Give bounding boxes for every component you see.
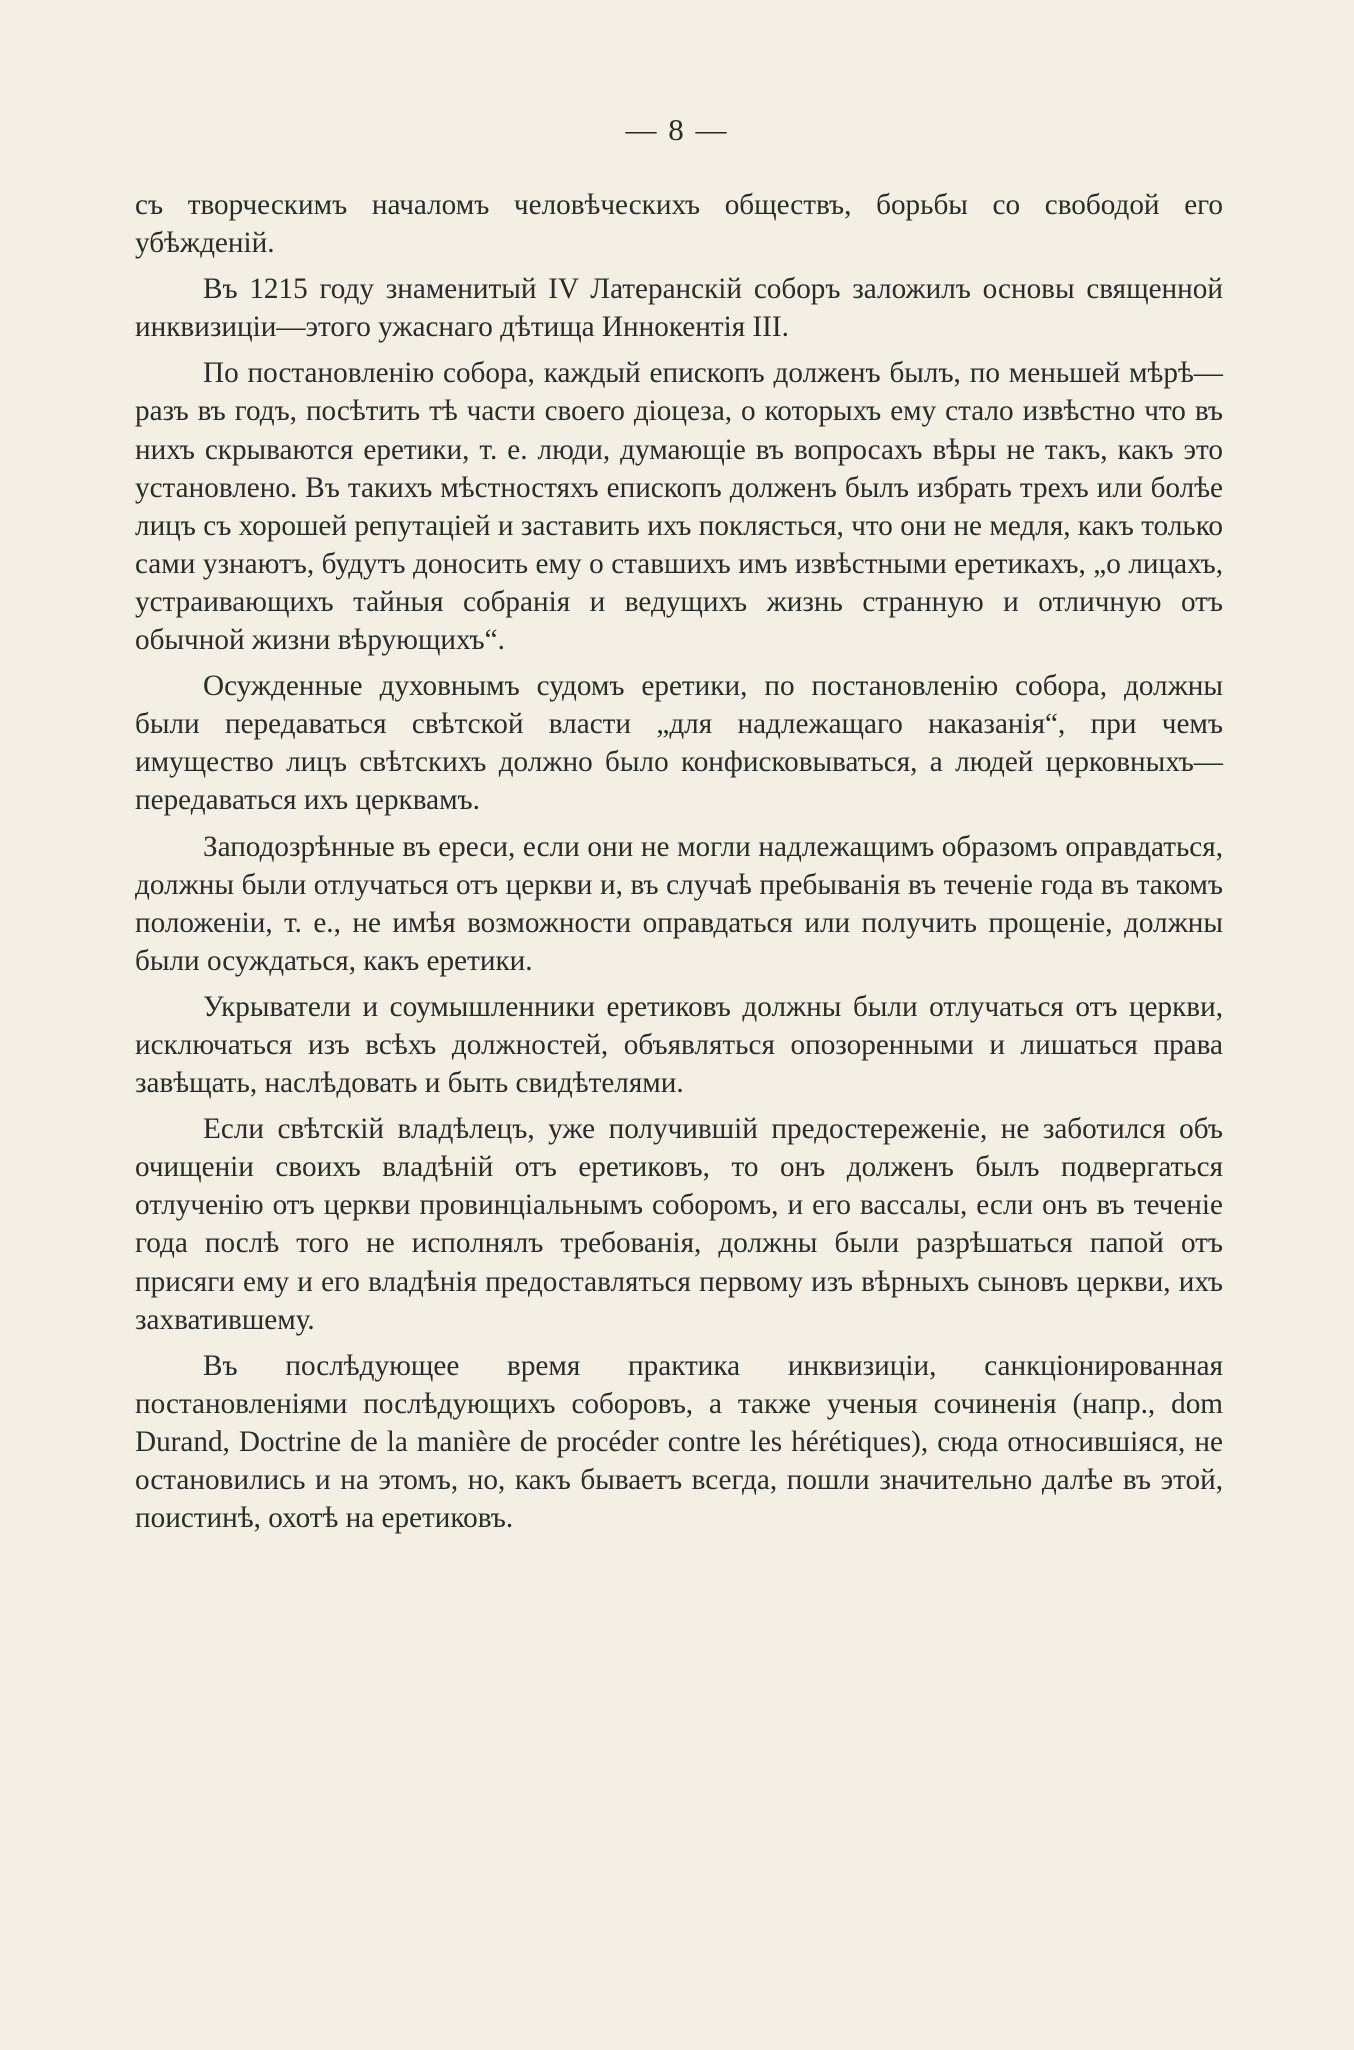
paragraph-3: По постановленію собора, каждый епископъ долженъ былъ, по меньшей мѣрѣ—разъ въ годъ, посѣтить тѣ части своего діоцеза, о которыхъ ему стало извѣстно что въ нихъ скрываются еретики, т. е. люди, думающіе въ вопросахъ вѣры не такъ, какъ это установлено. Въ такихъ мѣстностяхъ епископъ долженъ былъ избрать трехъ или болѣе лицъ съ хорошей репутаціей и заставить ихъ поклясться, что они не медля, какъ только сами узнаютъ, будутъ доносить ему о ставшихъ имъ извѣстными еретикахъ, „о лицахъ, устраивающихъ тайныя собранія и ведущихъ жизнь странную и отличную отъ обычной жизни вѣрующихъ“. [135, 357, 1223, 657]
paragraph-5: Заподозрѣнные въ ереси, если они не могли надлежащимъ образомъ оправдаться, должны были отлучаться отъ церкви и, въ случаѣ пребыванія въ теченіе года въ такомъ положеніи, т. е., не имѣя возможности оправдаться или получить прощеніе, должны были осуждаться, какъ еретики. [135, 830, 1223, 977]
paragraph-8: Въ послѣдующее время практика инквизиціи, санкціонированная постановленіями послѣдующихъ соборовъ, а также ученыя сочиненія (напр., dom Durand, Doctrine de la manière de procéder contre les hérétiques), сюда относившіяся, не остановились и на этомъ, но, какъ бываетъ всегда, пошли значительно далѣе въ этой, поистинѣ, охотѣ на еретиковъ. [135, 1349, 1223, 1535]
body-text [135, 186, 1223, 1537]
paragraph-2: Въ 1215 году знаменитый IV Латеранскій соборъ заложилъ основы священной инквизиціи—этого ужаснаго дѣтища Иннокентія III. [135, 273, 1223, 344]
paragraph-6: Укрыватели и соумышленники еретиковъ должны были отлучаться отъ церкви, исключаться изъ всѣхъ должностей, объявляться опозоренными и лишаться права завѣщать, наслѣдовать и быть свидѣтелями. [135, 990, 1223, 1100]
paragraph-4: Осужденные духовнымъ судомъ еретики, по постановленію собора, должны были передаваться свѣтской власти „для надлежащаго наказанія“, при чемъ имущество лицъ свѣтскихъ должно было конфисковываться, а людей церковныхъ—передаваться ихъ церквамъ. [135, 670, 1223, 817]
page-number: — 8 — [625, 112, 729, 147]
paragraph-7: Если свѣтскій владѣлецъ, уже получившій предостереженіе, не заботился объ очищеніи своихъ владѣній отъ еретиковъ, то онъ долженъ былъ подвергаться отлученію отъ церкви провинціальнымъ соборомъ, и его вассалы, если онъ въ теченіе года послѣ того не исполнялъ требованія, должны были разрѣшаться папой отъ присяги ему и его владѣнія предоставляться первому изъ вѣрныхъ сыновъ церкви, ихъ захватившему. [135, 1113, 1223, 1336]
paragraph-1: съ творческимъ началомъ человѣческихъ обществъ, борьбы со свободой его убѣжденій. [135, 189, 1223, 260]
